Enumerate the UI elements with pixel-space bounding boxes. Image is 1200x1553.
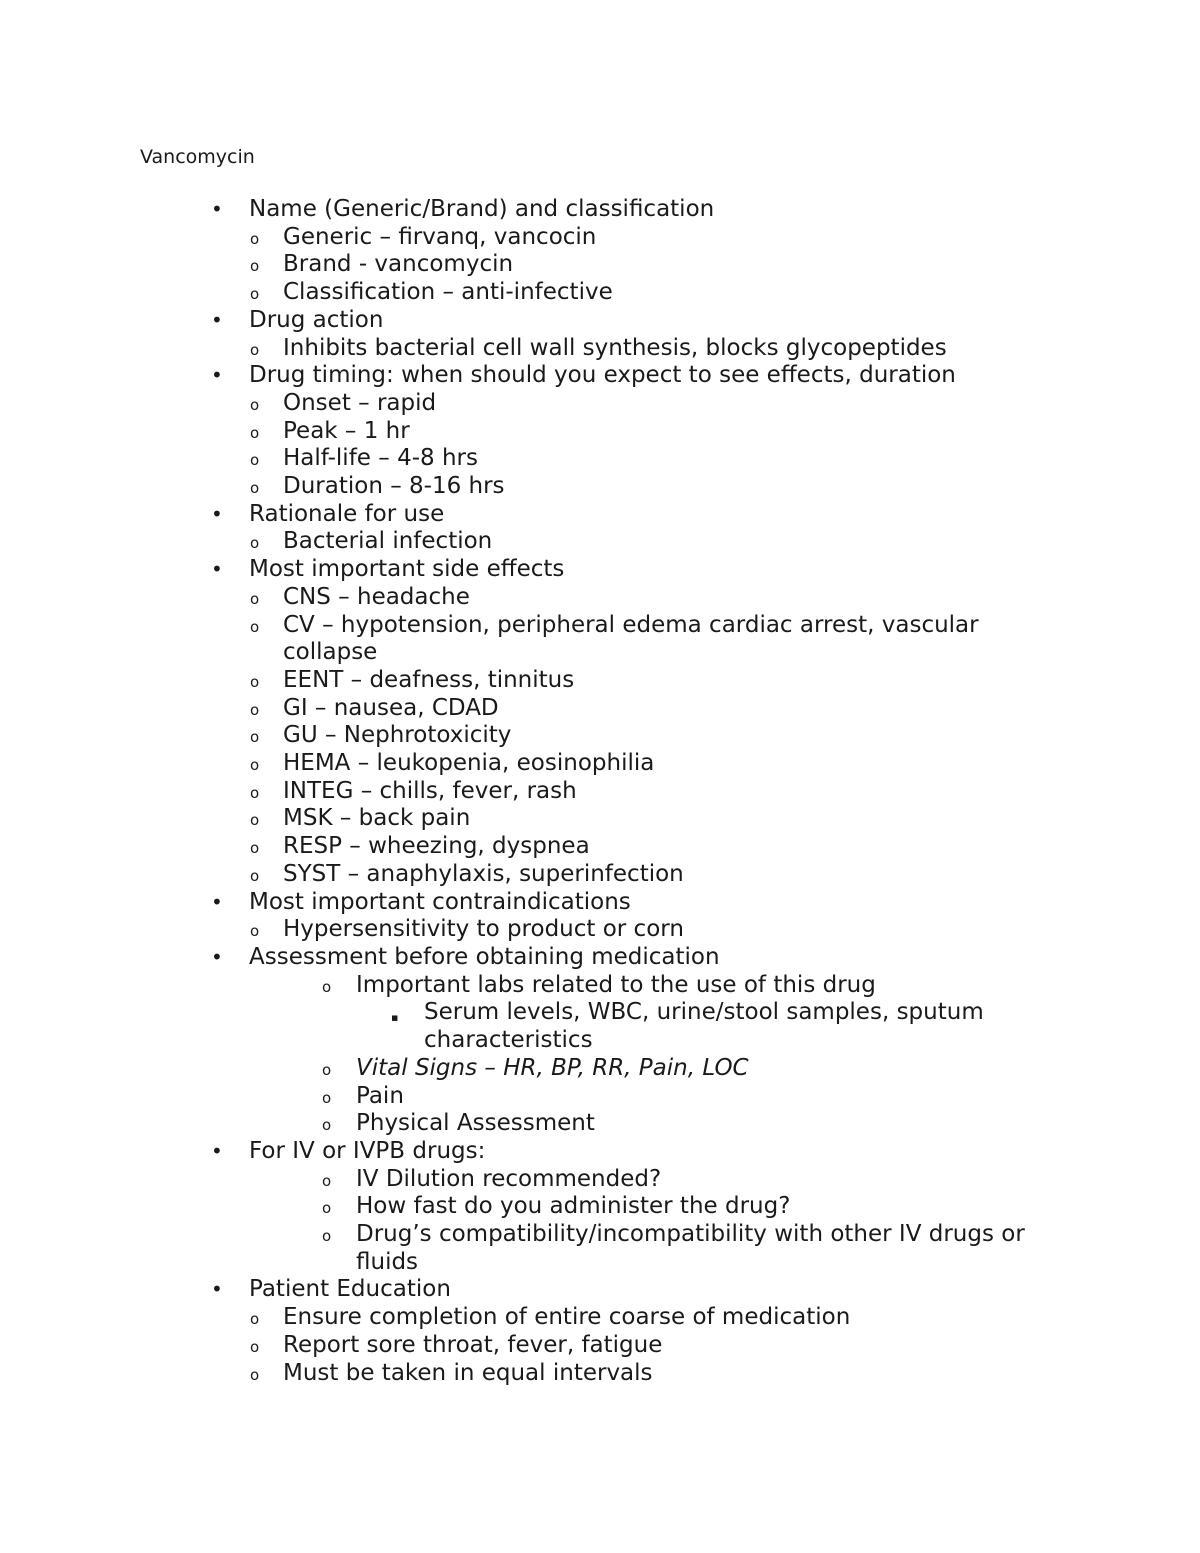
list-item-text: Hypersensitivity to product or corn bbox=[283, 916, 684, 943]
circle-marker: o bbox=[250, 479, 260, 498]
list-item-text: Important labs related to the use of this drug bbox=[356, 971, 876, 998]
circle-marker: o bbox=[322, 1199, 332, 1218]
bullet-marker: • bbox=[211, 197, 223, 221]
list-item-text: Inhibits bacterial cell wall synthesis, blocks glycopeptides bbox=[283, 334, 947, 361]
list-item bbox=[0, 861, 1200, 889]
circle-marker: o bbox=[250, 395, 260, 414]
list-item bbox=[0, 390, 1200, 418]
list-item bbox=[0, 501, 1200, 529]
circle-marker: o bbox=[322, 1227, 332, 1246]
list-item-text: Bacterial infection bbox=[283, 528, 493, 555]
list-item bbox=[0, 778, 1200, 806]
list-item-text: Assessment before obtaining medication bbox=[249, 943, 720, 970]
bullet-marker: • bbox=[211, 501, 223, 526]
list-item bbox=[0, 1110, 1200, 1138]
list-item bbox=[0, 1138, 1200, 1166]
list-item bbox=[0, 833, 1200, 861]
circle-marker: o bbox=[250, 1337, 260, 1356]
list-item-text: MSK – back pain bbox=[283, 805, 471, 832]
list-item-text: Drug timing: when should you expect to see effects, duration bbox=[249, 362, 956, 389]
list-item bbox=[0, 251, 1200, 279]
circle-marker: o bbox=[250, 783, 260, 802]
list-item bbox=[0, 999, 1200, 1054]
list-item-text: Most important side effects bbox=[249, 556, 565, 583]
circle-marker: o bbox=[250, 811, 260, 830]
list-item-text: GI – nausea, CDAD bbox=[283, 694, 499, 721]
bullet-marker: • bbox=[211, 944, 223, 969]
list-item bbox=[0, 1193, 1200, 1221]
list-item-text: Most important contraindications bbox=[249, 888, 631, 915]
list-item-text: Ensure completion of entire coarse of medication bbox=[283, 1304, 851, 1331]
list-item bbox=[0, 1083, 1200, 1111]
list-item-text: Generic – firvanq, vancocin bbox=[283, 223, 597, 250]
list-item bbox=[0, 335, 1200, 363]
list-item bbox=[0, 418, 1200, 446]
list-item bbox=[0, 362, 1200, 390]
list-item bbox=[0, 889, 1200, 917]
circle-marker: o bbox=[250, 700, 260, 719]
list-item bbox=[0, 1221, 1200, 1276]
list-item bbox=[0, 750, 1200, 778]
list-item-text: RESP – wheezing, dyspnea bbox=[283, 833, 590, 860]
list-item-text: EENT – deafness, tinnitus bbox=[283, 666, 575, 693]
list-item bbox=[0, 944, 1200, 972]
list-item-text: Classification – anti-infective bbox=[283, 279, 613, 306]
bullet-marker: • bbox=[211, 363, 223, 388]
list-item bbox=[0, 612, 1200, 667]
list-item-text: How fast do you administer the drug? bbox=[356, 1193, 791, 1220]
list-item bbox=[0, 695, 1200, 723]
circle-marker: o bbox=[322, 1116, 332, 1135]
bullet-marker: • bbox=[211, 557, 223, 582]
list-item-text: Vital Signs – HR, BP, RR, Pain, LOC bbox=[356, 1054, 749, 1081]
circle-marker: o bbox=[250, 451, 260, 470]
circle-marker: o bbox=[250, 839, 260, 858]
list-item bbox=[0, 224, 1200, 252]
circle-marker: o bbox=[250, 257, 260, 276]
list-item-text: Rationale for use bbox=[249, 500, 445, 527]
circle-marker: o bbox=[250, 1365, 260, 1384]
circle-marker: o bbox=[250, 672, 260, 691]
list-item bbox=[0, 916, 1200, 944]
circle-marker: o bbox=[250, 340, 260, 359]
list-item-text: Onset – rapid bbox=[283, 389, 437, 416]
circle-marker: o bbox=[250, 534, 260, 553]
list-item-text: Drug’s compatibility/incompatibility with other IV drugs or fluids bbox=[356, 1221, 1025, 1275]
circle-marker: o bbox=[250, 756, 260, 775]
list-item-text: Brand - vancomycin bbox=[283, 251, 514, 278]
list-item bbox=[0, 1166, 1200, 1194]
circle-marker: o bbox=[250, 866, 260, 885]
list-item-text: HEMA – leukopenia, eosinophilia bbox=[283, 750, 655, 777]
list-item-text: Half-life – 4-8 hrs bbox=[283, 445, 478, 472]
list-item bbox=[0, 445, 1200, 473]
list-item bbox=[0, 972, 1200, 1000]
list-item-text: Serum levels, WBC, urine/stool samples, sputum characteristics bbox=[424, 999, 984, 1054]
list-item bbox=[0, 556, 1200, 584]
circle-marker: o bbox=[322, 1171, 332, 1190]
list-item bbox=[0, 722, 1200, 750]
list-item bbox=[0, 473, 1200, 501]
circle-marker: o bbox=[250, 617, 260, 636]
circle-marker: o bbox=[250, 922, 260, 941]
bullet-marker: • bbox=[211, 889, 223, 914]
list-item bbox=[0, 1360, 1200, 1388]
list-item bbox=[0, 1276, 1200, 1304]
list-item-text: Drug action bbox=[249, 306, 384, 333]
list-item-text: Must be taken in equal intervals bbox=[283, 1359, 653, 1386]
list-item bbox=[0, 279, 1200, 307]
list-item-text: CV – hypotension, peripheral edema cardiac arrest, vascular collapse bbox=[283, 611, 979, 666]
list-item-text: Pain bbox=[356, 1082, 404, 1109]
list-item-text: Peak – 1 hr bbox=[283, 417, 410, 444]
square-marker: ▪ bbox=[391, 1011, 399, 1025]
list-item-text: Duration – 8-16 hrs bbox=[283, 473, 505, 500]
list-item-text: For IV or IVPB drugs: bbox=[249, 1137, 486, 1164]
list-item bbox=[0, 667, 1200, 695]
list-item bbox=[0, 1304, 1200, 1332]
circle-marker: o bbox=[322, 977, 332, 996]
list-item bbox=[0, 805, 1200, 833]
list-item bbox=[0, 584, 1200, 612]
circle-marker: o bbox=[250, 423, 260, 442]
circle-marker: o bbox=[250, 285, 260, 304]
outline-list bbox=[0, 196, 1200, 1387]
list-item-text: Patient Education bbox=[249, 1276, 451, 1303]
list-item bbox=[0, 307, 1200, 335]
circle-marker: o bbox=[250, 589, 260, 608]
bullet-marker: • bbox=[211, 1277, 223, 1302]
list-item-text: INTEG – chills, fever, rash bbox=[283, 777, 577, 804]
list-item-text: IV Dilution recommended? bbox=[356, 1165, 662, 1192]
list-item bbox=[0, 196, 1200, 224]
list-item bbox=[0, 1332, 1200, 1360]
circle-marker: o bbox=[322, 1060, 332, 1079]
circle-marker: o bbox=[250, 728, 260, 747]
list-item-text: GU – Nephrotoxicity bbox=[283, 722, 512, 749]
bullet-marker: • bbox=[211, 307, 223, 332]
list-item bbox=[0, 528, 1200, 556]
circle-marker: o bbox=[322, 1088, 332, 1107]
list-item-text: Physical Assessment bbox=[356, 1110, 595, 1137]
document-title: Vancomycin bbox=[140, 146, 255, 168]
circle-marker: o bbox=[250, 1310, 260, 1329]
list-item-text: CNS – headache bbox=[283, 583, 470, 610]
circle-marker: o bbox=[250, 229, 260, 248]
list-item-text: Report sore throat, fever, fatigue bbox=[283, 1331, 663, 1358]
list-item-text: SYST – anaphylaxis, superinfection bbox=[283, 860, 684, 887]
list-item bbox=[0, 1055, 1200, 1083]
list-item-text: Name (Generic/Brand) and classification bbox=[249, 196, 715, 222]
bullet-marker: • bbox=[211, 1138, 223, 1163]
